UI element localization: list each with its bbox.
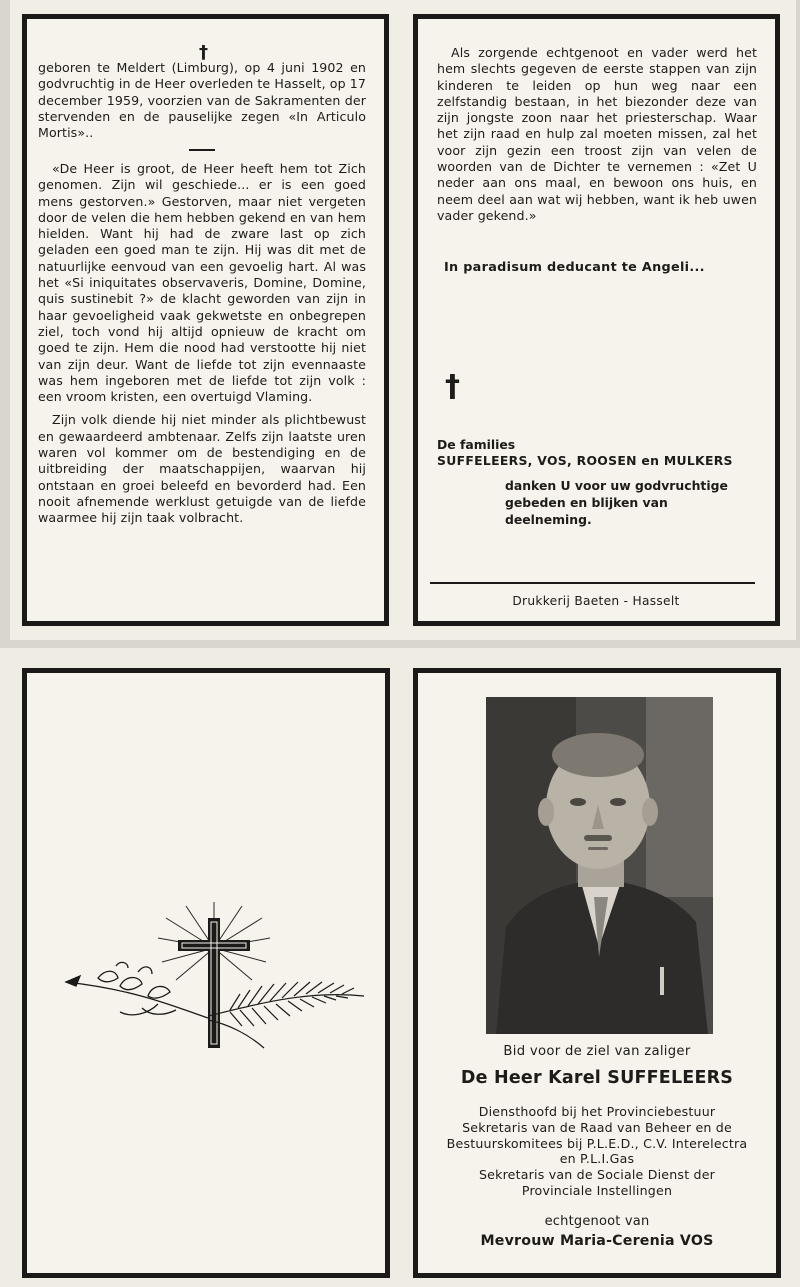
family-paragraph-text: Als zorgende echtgenoot en vader werd het hem slechts gegeven de eerste stappen van zijn kinderen te leiden op hun weg naar een zelfstandig bestaan, in het biezonder deze van zijn jongste zoon naar het priesterschap. Waar het zijn raad en hulp zal moeten missen, zal het voor zijn gezin een troost zijn van velen de woorden van de Dichter te vernemen : «Zet U neder aan ons maal, en bewoon ons huis, en neem deel aan wat wij hebben, want ik heb uwen vader gekend.» <box>437 45 757 223</box>
obituary-paragraph: Zijn volk diende hij niet minder als plichtbewust en gewaardeerd ambtenaar. Zelfs zijn laatste uren waren vol kommer om de bestendiging en de uitbreiding der maatschappijen, waarvan hij ontstaan en groei beleefd en bevorderd had. Een nooit afnemende werklust getuigde van de liefde waarmee hij zijn taak volbracht. <box>38 412 366 526</box>
portrait-illustration <box>486 697 713 1034</box>
deceased-name: De Heer Karel SUFFELEERS <box>460 1068 734 1088</box>
printer-credit: Drukkerij Baeten - Hasselt <box>512 594 680 608</box>
thanks-text: danken U voor uw godvruchtige gebeden en blijken van deelneming. <box>505 478 728 527</box>
role-line: Diensthoofd bij het Provinciebestuur <box>478 1104 716 1119</box>
role-line: Sekretaris van de Sociale Dienst der <box>478 1167 716 1183</box>
latin-prayer: In paradisum deducant te Angeli... <box>444 260 705 275</box>
family-paragraph <box>437 45 757 232</box>
role-line: Bestuurskomitees bij P.L.E.D., C.V. Interelectra <box>446 1135 748 1151</box>
prayer-request: Bid voor de ziel van zaliger <box>503 1044 691 1059</box>
obituary-paragraph: «De Heer is groot, de Heer heeft hem tot Zich genomen. Zijn wil geschiede... er is een goed mens gestorven.» Gestorven, maar niet vergeten door de velen die hem hebben gekend en van hem hielden. Want hij had de zware last op zich geladen een goed man te zijn. Hij was dit met de natuurlijke eenvoud van een gevoelig hart. Al was het «Si iniquitates observaveris, Domine, Domine, quis sustinebit ?» de klacht geworden van zijn in haar gevoeligheid vaak gekwetste en onbegrepen ziel, toch vond hij altijd opnieuw de kracht om goed te zijn. Hem die nood had verstootte hij niet van zijn deur. Want de liefde tot zijn evennaaste was hem ingeboren met de liefde tot zijn volk : een vroom kristen, een overtuigd Vlaming. <box>38 160 366 405</box>
obituary-body <box>38 60 366 534</box>
palm-branch <box>208 982 364 1048</box>
families-intro: De families <box>437 437 516 452</box>
role-line: en P.L.I.Gas <box>559 1151 635 1167</box>
cross-icon: † <box>445 369 460 404</box>
birth-death-intro: geboren te Meldert (Limburg), op 4 juni 1902 en godvruchtig in de Heer overleden te Hasselt, op 17 december 1959, voorzien van de Sakramenten der stervenden en de pauselijke zegen «In Articulo Mortis».. <box>38 60 366 141</box>
portrait-photo <box>486 697 713 1034</box>
cross-with-palm-emblem <box>58 900 370 1055</box>
roles-list <box>417 1104 777 1199</box>
families-names: SUFFELEERS, VOS, ROOSEN en MULKERS <box>437 453 733 468</box>
role-line: Sekretaris van de Raad van Beheer en de <box>462 1119 732 1135</box>
divider-dash <box>189 149 215 151</box>
printer-rule <box>430 582 755 584</box>
cross-shape <box>208 918 220 1048</box>
spouse-label: echtgenoot van <box>544 1214 650 1229</box>
small-cross-icon: † <box>199 42 208 63</box>
role-line: Provinciale Instellingen <box>521 1182 673 1198</box>
spouse-name: Mevrouw Maria-Cerenia VOS <box>480 1233 714 1249</box>
